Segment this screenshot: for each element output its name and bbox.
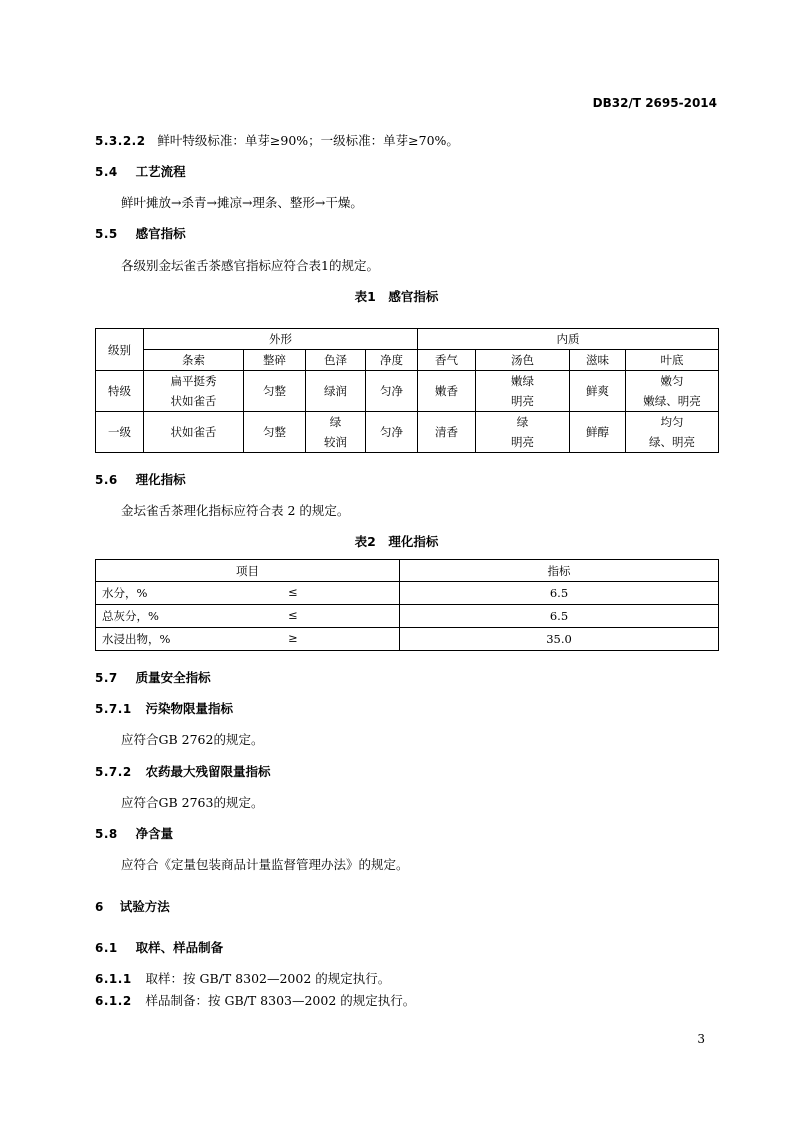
cell	[476, 371, 570, 412]
section-title: 工艺流程	[135, 164, 186, 179]
page-number: 3	[697, 1032, 705, 1046]
section-5-7-2-heading	[95, 762, 271, 780]
cell: 嫩香	[418, 371, 476, 412]
cell: 状如雀舌	[144, 412, 244, 453]
header-col: 叶底	[626, 350, 719, 371]
cell-line: 绿、明亮	[649, 435, 695, 449]
section-title: 取样、样品制备	[135, 940, 224, 955]
header-col: 条索	[144, 350, 244, 371]
cell	[626, 412, 719, 453]
section-number: 6	[95, 900, 104, 914]
cell-line: 嫩绿	[511, 374, 534, 388]
header-col: 滋味	[570, 350, 626, 371]
section-title: 农药最大残留限量指标	[145, 764, 271, 779]
cell-line: 较润	[324, 435, 347, 449]
section-5-7-heading	[95, 668, 211, 686]
table-row	[96, 605, 719, 628]
clause-6-1-1	[95, 969, 390, 987]
cell: 鲜醇	[570, 412, 626, 453]
item-label: 水分，%	[102, 586, 148, 600]
cell: 匀整	[244, 371, 306, 412]
section-5-4-heading	[95, 162, 186, 180]
cell-line: 状如雀舌	[170, 394, 217, 408]
item-label: 总灰分，%	[102, 609, 159, 623]
clause-number: 5.3.2.2	[95, 134, 146, 148]
header-col: 汤色	[476, 350, 570, 371]
section-number: 6.1	[95, 941, 118, 955]
header-col: 香气	[418, 350, 476, 371]
header-level: 级别	[96, 329, 144, 371]
section-number: 5.7	[95, 671, 118, 685]
section-title: 试验方法	[119, 899, 170, 914]
table-row	[96, 412, 719, 453]
comparison-symbol: ≤	[288, 585, 298, 599]
cell-line: 均匀	[660, 415, 684, 429]
section-6-1-heading	[95, 938, 223, 956]
section-5-7-1-text: 应符合GB 2762的规定。	[121, 732, 264, 747]
clause-6-1-2	[95, 991, 415, 1009]
cell	[144, 371, 244, 412]
section-title: 质量安全指标	[135, 670, 211, 685]
cell: 一级	[96, 412, 144, 453]
clause-text: 取样：按 GB/T 8302—2002 的规定执行。	[145, 971, 391, 986]
section-number: 5.7.1	[95, 702, 132, 716]
cell-value: 6.5	[400, 582, 719, 605]
header-col: 净度	[366, 350, 418, 371]
header-col: 色泽	[306, 350, 366, 371]
cell-item	[96, 605, 400, 628]
table1-caption: 表1 感官指标	[354, 289, 439, 304]
section-title: 感官指标	[135, 226, 186, 241]
cell-line: 嫩绿、明亮	[643, 394, 701, 408]
cell: 匀净	[366, 412, 418, 453]
cell	[306, 412, 366, 453]
cell	[476, 412, 570, 453]
table-row	[96, 371, 719, 412]
cell-line: 明亮	[511, 435, 534, 449]
cell: 匀整	[244, 412, 306, 453]
table2-caption: 表2 理化指标	[354, 534, 439, 549]
clause-number: 6.1.1	[95, 972, 132, 986]
section-5-7-2-text: 应符合GB 2763的规定。	[121, 795, 264, 810]
section-number: 5.8	[95, 827, 118, 841]
section-title: 污染物限量指标	[145, 701, 234, 716]
section-5-5-heading	[95, 224, 186, 242]
document-id: DB32/T 2695-2014	[592, 96, 717, 110]
clause-number: 6.1.2	[95, 994, 132, 1008]
cell	[626, 371, 719, 412]
table-sensory	[95, 328, 719, 453]
table-row	[96, 628, 719, 651]
cell-line: 明亮	[511, 394, 534, 408]
cell: 匀净	[366, 371, 418, 412]
cell: 特级	[96, 371, 144, 412]
section-number: 5.6	[95, 473, 118, 487]
clause-5-3-2-2	[95, 131, 459, 149]
cell-line: 扁平挺秀	[170, 374, 217, 388]
cell: 绿润	[306, 371, 366, 412]
section-title: 净含量	[135, 826, 174, 841]
section-5-6-heading	[95, 470, 186, 488]
section-5-8-text: 应符合《定量包装商品计量监督管理办法》的规定。	[121, 857, 409, 872]
cell-line: 嫩匀	[660, 374, 684, 388]
clause-text: 鲜叶特级标准：单芽≥90%；一级标准：单芽≥70%。	[157, 133, 459, 148]
clause-text: 样品制备：按 GB/T 8303—2002 的规定执行。	[145, 993, 416, 1008]
section-5-4-text: 鲜叶摊放→杀青→摊凉→理条、整形→干燥。	[121, 195, 363, 210]
section-5-5-text: 各级别金坛雀舌茶感官指标应符合表1的规定。	[121, 258, 379, 273]
cell-line: 绿	[516, 415, 529, 429]
header-appearance: 外形	[144, 329, 418, 350]
header-item: 项目	[96, 560, 400, 582]
cell: 鲜爽	[570, 371, 626, 412]
cell-line: 绿	[329, 415, 342, 429]
item-label: 水浸出物，%	[102, 632, 171, 646]
header-col: 整碎	[244, 350, 306, 371]
comparison-symbol: ≤	[288, 608, 298, 622]
header-inner-quality: 内质	[418, 329, 719, 350]
section-5-8-heading	[95, 824, 173, 842]
table-physicochemical	[95, 559, 719, 651]
cell-value: 6.5	[400, 605, 719, 628]
section-title: 理化指标	[135, 472, 186, 487]
cell-item	[96, 582, 400, 605]
cell: 清香	[418, 412, 476, 453]
section-5-6-text: 金坛雀舌茶理化指标应符合表 2 的规定。	[121, 503, 350, 518]
cell-value: 35.0	[400, 628, 719, 651]
table-row	[96, 582, 719, 605]
section-5-7-1-heading	[95, 699, 233, 717]
section-number: 5.4	[95, 165, 118, 179]
comparison-symbol: ≥	[288, 631, 298, 645]
section-number: 5.5	[95, 227, 118, 241]
header-index: 指标	[400, 560, 719, 582]
section-6-heading	[95, 897, 170, 915]
cell-item	[96, 628, 400, 651]
section-number: 5.7.2	[95, 765, 132, 779]
